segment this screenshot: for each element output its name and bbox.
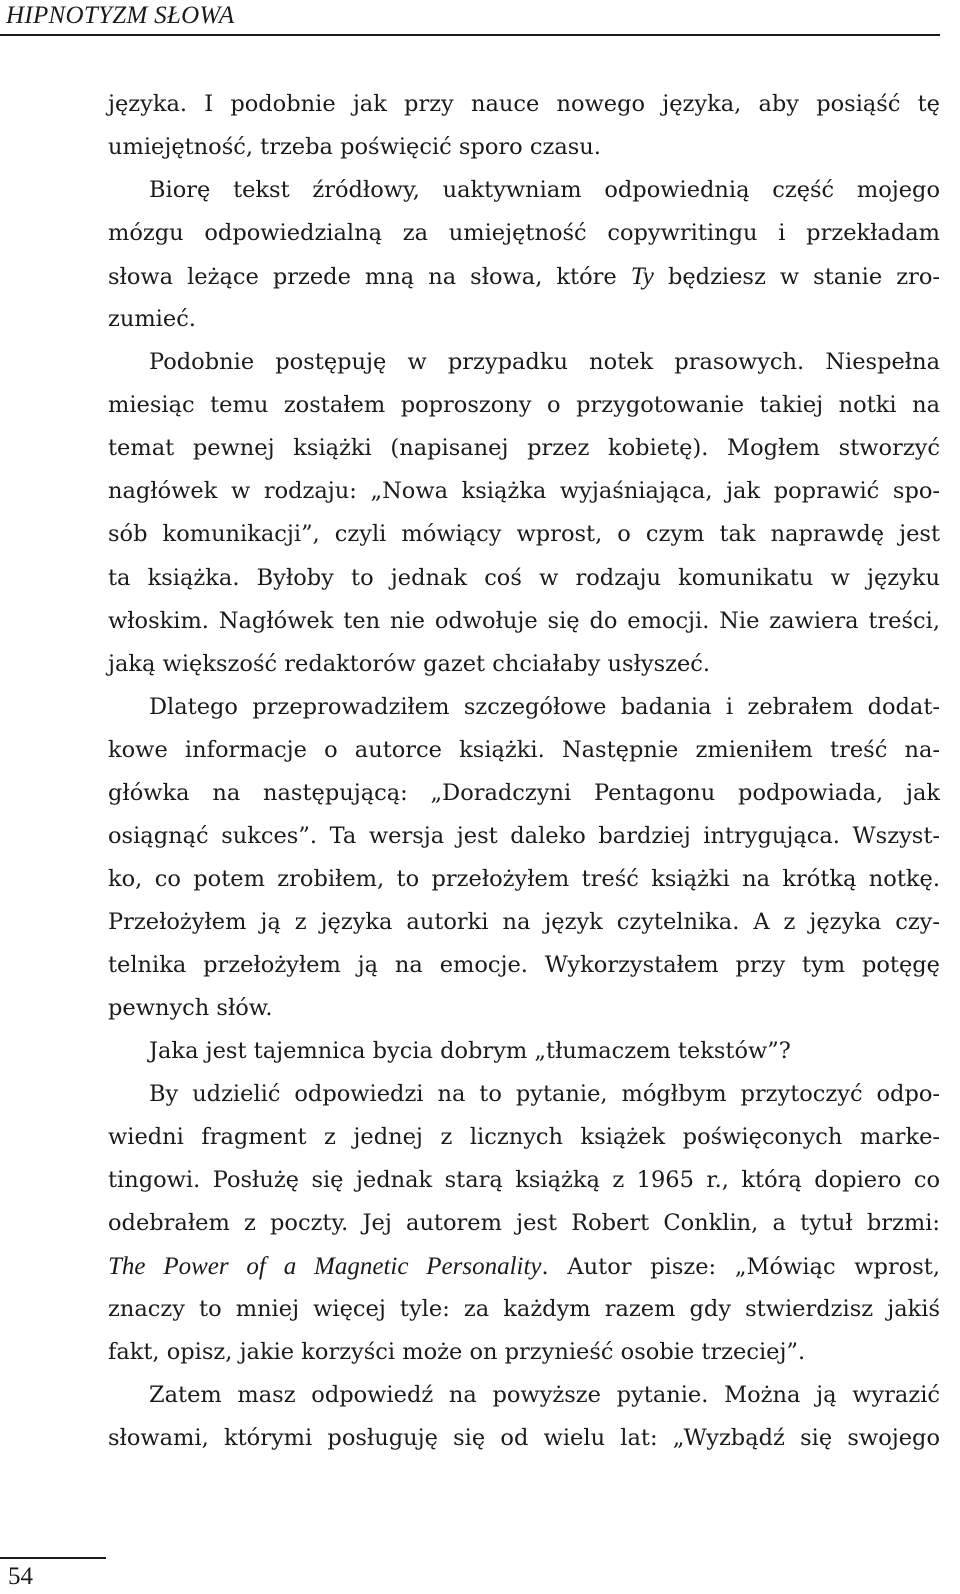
text-line: ko, co potem zrobiłem, to przełożyłem treść książki na krótką notkę.	[108, 865, 940, 892]
text-line: główka na następującą: „Doradczyni Pentagonu podpowiada, jak	[108, 779, 940, 806]
text-line: Zatem masz odpowiedź na powyższe pytanie. Można ją wyrazić	[149, 1382, 940, 1409]
text-line: pewnych słów.	[108, 994, 273, 1021]
page-number: 54	[8, 1563, 33, 1590]
text-line: odebrałem z poczty. Jej autorem jest Robert Conklin, a tytuł brzmi:	[108, 1210, 940, 1237]
line-segment: . Autor pisze: „Mówiąc wprost,	[541, 1254, 940, 1281]
text-line: Podobnie postępuję w przypadku notek prasowych. Niespełna	[149, 349, 940, 376]
body-text	[108, 83, 940, 1461]
text-line: wiedni fragment z jednej z licznych książek poświęconych marke-	[108, 1124, 940, 1151]
book-title-italic: The Power of a Magnetic Personality	[108, 1253, 542, 1281]
text-line: miesiąc temu zostałem poproszony o przygotowanie takiej notki na	[108, 392, 940, 419]
text-line: osiągnąć sukces”. Ta wersja jest daleko bardziej intrygująca. Wszyst-	[108, 822, 940, 849]
text-line: znaczy to mniej więcej tyle: za każdym razem gdy stwierdzisz jakiś	[108, 1296, 940, 1323]
text-line: tingowi. Posłużę się jednak starą książką z 1965 r., którą dopiero co	[108, 1167, 940, 1194]
text-line: sób komunikacji”, czyli mówiący wprost, o czym tak naprawdę jest	[108, 521, 940, 548]
text-line: fakt, opisz, jakie korzyści może on przynieść osobie trzeciej”.	[108, 1339, 806, 1366]
text-line: Przełożyłem ją z języka autorki na język czytelnika. A z języka czy-	[108, 908, 940, 935]
line-segment: słowa leżące przede mną na słowa, które	[108, 264, 631, 291]
text-line: temat pewnej książki (napisanej przez kobietę). Mogłem stworzyć	[108, 435, 940, 462]
text-line: nagłówek w rodzaju: „Nowa książka wyjaśniająca, jak poprawić spo-	[108, 478, 940, 505]
text-line: języka. I podobnie jak przy nauce nowego języka, aby posiąść tę	[108, 91, 940, 117]
text-line: jaką większość redaktorów gazet chciałaby usłyszeć.	[108, 650, 711, 677]
text-line: By udzielić odpowiedzi na to pytanie, mógłbym przytoczyć odpo-	[149, 1081, 940, 1108]
text-line: Biorę tekst źródłowy, uaktywniam odpowiednią część mojego	[149, 177, 940, 204]
text-line: ta książka. Byłoby to jednak coś w rodzaju komunikatu w języku	[108, 564, 940, 591]
header-rule	[0, 34, 940, 36]
text-line	[108, 1245, 940, 1288]
text-line	[108, 255, 940, 298]
text-line: Dlatego przeprowadziłem szczegółowe badania i zebrałem dodat-	[149, 693, 940, 720]
text-line: słowami, którymi posługuję się od wielu lat: „Wyzbądź się swojego	[108, 1425, 940, 1452]
text-line: zumieć.	[108, 306, 196, 333]
text-line: kowe informacje o autorce książki. Następnie zmieniłem treść na-	[108, 736, 940, 763]
footer-rule	[0, 1557, 106, 1559]
running-head-title: HIPNOTYZM SŁOWA	[6, 2, 235, 29]
line-segment: będziesz w stanie zro-	[653, 264, 940, 291]
text-line: umiejętność, trzeba poświęcić sporo czasu.	[108, 134, 601, 161]
text-line: Jaka jest tajemnica bycia dobrym „tłumaczem tekstów”?	[149, 1038, 791, 1065]
text-line: telnika przełożyłem ją na emocje. Wykorzystałem przy tym potęgę	[108, 951, 940, 978]
emphasis-text: Ty	[630, 263, 654, 291]
text-line: włoskim. Nagłówek ten nie odwołuje się do emocji. Nie zawiera treści,	[108, 607, 940, 634]
text-line: mózgu odpowiedzialną za umiejętność copywritingu i przekładam	[108, 220, 940, 247]
